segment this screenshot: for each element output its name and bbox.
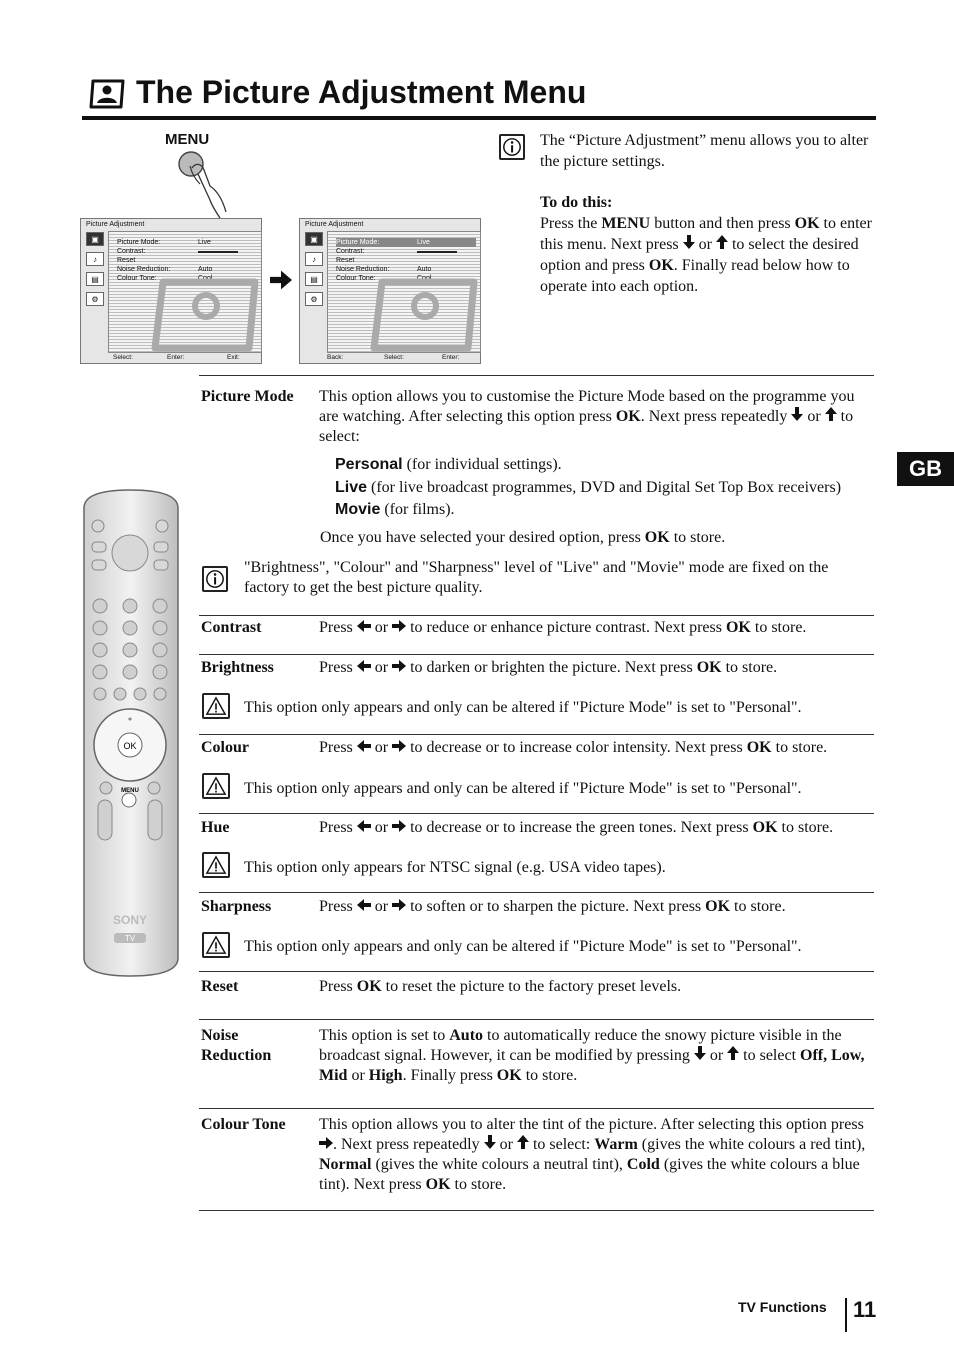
colour-note: This option only appears and only can be altered if "Picture Mode" is set to "Personal". bbox=[244, 780, 802, 797]
arrow-up-icon bbox=[825, 407, 837, 421]
title-bar bbox=[82, 72, 876, 120]
osd-tabs bbox=[86, 232, 106, 312]
brightness-label: Brightness bbox=[201, 659, 274, 676]
picture-mode-store: Once you have selected your desired option, press OK to store. bbox=[320, 529, 726, 546]
arrow-right-icon bbox=[392, 899, 406, 911]
arrow-up-icon bbox=[727, 1046, 739, 1060]
divider bbox=[199, 734, 874, 735]
intro-text bbox=[540, 130, 876, 297]
osd-row: Noise Reduction: Auto bbox=[117, 266, 213, 273]
colour-label: Colour bbox=[201, 739, 249, 756]
arrow-down-icon bbox=[484, 1135, 496, 1149]
hue-note: This option only appears for NTSC signal (e.g. USA video tapes). bbox=[244, 859, 666, 876]
footer-divider bbox=[845, 1298, 847, 1332]
warning-icon bbox=[202, 773, 230, 799]
remote-brand: SONY bbox=[112, 913, 148, 927]
divider bbox=[199, 892, 874, 893]
reset-desc: Press OK to reset the picture to the factory preset levels. bbox=[319, 978, 682, 995]
arrow-up-icon bbox=[716, 235, 728, 249]
contrast-label: Contrast bbox=[201, 619, 262, 636]
picture-mode-note: "Brightness", "Colour" and "Sharpness" level of "Live" and "Movie" mode are fixed on the factory to get the best picture quality. bbox=[244, 559, 829, 596]
picture-tab-icon: ▣ bbox=[305, 232, 323, 246]
finger-press-icon bbox=[176, 150, 236, 220]
page-title: The Picture Adjustment Menu bbox=[136, 74, 587, 110]
osd-row: Colour Tone: Cool bbox=[336, 275, 432, 282]
info-icon bbox=[202, 566, 228, 592]
divider bbox=[199, 971, 874, 972]
noise-reduction-label: Noise Reduction bbox=[201, 1027, 272, 1064]
arrow-right-icon bbox=[270, 270, 292, 290]
divider bbox=[199, 1108, 874, 1109]
arrow-up-icon bbox=[517, 1135, 529, 1149]
osd-tabs bbox=[305, 232, 325, 312]
osd-row: Picture Mode: Live bbox=[117, 239, 211, 246]
todo-instructions: Press the MENU button and then press OK to enter this menu. Next press or to select the desired option and press OK. Finally read below how to operate into each option. bbox=[540, 215, 872, 295]
colour-tone-desc: This option allows you to alter the tint of the picture. After selecting this option press . Next press repeatedly or to select: Warm (gives the white colours a red tint), Normal (gives the white colours a neutral tint), Cold (gives the white colours a blue tint). Next press OK to store. bbox=[319, 1116, 866, 1193]
osd-row: Reset bbox=[117, 257, 136, 264]
picture-tab-icon: ▣ bbox=[86, 232, 104, 246]
divider bbox=[199, 1019, 874, 1020]
osd-header: Picture Adjustment bbox=[305, 221, 364, 228]
sharpness-desc: Press or to soften or to sharpen the picture. Next press OK to store. bbox=[319, 898, 786, 915]
watermark-picture-icon bbox=[370, 276, 480, 352]
osd-row: Reset bbox=[336, 257, 355, 264]
warning-icon bbox=[202, 852, 230, 878]
intro-info: The “Picture Adjustment” menu allows you to alter the picture settings. bbox=[540, 132, 869, 170]
arrow-right-icon bbox=[319, 1137, 333, 1149]
reset-label: Reset bbox=[201, 978, 239, 995]
osd-screen-selected bbox=[299, 218, 481, 364]
hue-label: Hue bbox=[201, 819, 230, 836]
arrow-left-icon bbox=[357, 660, 371, 672]
picture-mode-label: Picture Mode bbox=[201, 388, 294, 405]
hue-desc: Press or to decrease or to increase the green tones. Next press OK to store. bbox=[319, 819, 834, 836]
divider bbox=[199, 1210, 874, 1211]
noise-reduction-desc: This option is set to Auto to automatically reduce the snowy picture visible in the broadcast signal. However, it can be modified by pressing or to select Off, Low, Mid or High. Finally press OK to store. bbox=[319, 1027, 865, 1084]
page-number: 11 bbox=[853, 1297, 877, 1322]
todo-title: To do this: bbox=[540, 194, 613, 211]
osd-footer-back: Back: bbox=[327, 354, 344, 361]
sound-tab-icon: ♪ bbox=[86, 252, 104, 266]
arrow-right-icon bbox=[392, 740, 406, 752]
picture-mode-options bbox=[335, 454, 880, 522]
brightness-note: This option only appears and only can be altered if "Picture Mode" is set to "Personal". bbox=[244, 699, 802, 716]
osd-row: Colour Tone: Cool bbox=[117, 275, 213, 282]
colour-tone-label: Colour Tone bbox=[201, 1116, 286, 1133]
sharpness-label: Sharpness bbox=[201, 898, 272, 915]
watermark-picture-icon bbox=[151, 276, 261, 352]
colour-desc: Press or to decrease or to increase color intensity. Next press OK to store. bbox=[319, 739, 828, 756]
remote-menu-label: MENU bbox=[121, 788, 139, 794]
sharpness-note: This option only appears and only can be altered if "Picture Mode" is set to "Personal". bbox=[244, 938, 802, 955]
warning-icon bbox=[202, 932, 230, 958]
language-tab: GB bbox=[897, 452, 954, 486]
contrast-desc: Press or to reduce or enhance picture contrast. Next press OK to store. bbox=[319, 619, 807, 636]
picture-mode-desc: This option allows you to customise the Picture Mode based on the programme you are watching. After selecting this option press OK. Next press repeatedly or to select: bbox=[319, 388, 855, 445]
arrow-left-icon bbox=[357, 740, 371, 752]
arrow-right-icon bbox=[392, 820, 406, 832]
arrow-left-icon bbox=[357, 620, 371, 632]
divider bbox=[199, 813, 874, 814]
osd-screen-main bbox=[80, 218, 262, 364]
osd-footer-enter: Enter: bbox=[442, 354, 460, 361]
arrow-down-icon bbox=[694, 1046, 706, 1060]
remote-tv-label: TV bbox=[124, 934, 136, 943]
footer-section-title: TV Functions bbox=[738, 1299, 827, 1315]
osd-header: Picture Adjustment bbox=[86, 221, 145, 228]
osd-footer-enter: Enter: bbox=[167, 354, 185, 361]
osd-footer-exit: Exit: bbox=[227, 354, 240, 361]
arrow-down-icon bbox=[683, 235, 695, 249]
osd-footer-select: Select: bbox=[113, 354, 133, 361]
osd-row-selected: Picture Mode: Live bbox=[336, 238, 476, 247]
features-tab-icon: ▤ bbox=[305, 272, 323, 286]
arrow-left-icon bbox=[357, 899, 371, 911]
setup-tab-icon: ⚙ bbox=[305, 292, 323, 306]
osd-panel bbox=[108, 231, 262, 353]
divider bbox=[199, 375, 874, 376]
mode-live: Live (for live broadcast programmes, DVD and Digital Set Top Box receivers) bbox=[335, 478, 842, 496]
arrow-right-icon bbox=[392, 660, 406, 672]
osd-row: Noise Reduction: Auto bbox=[336, 266, 432, 273]
warning-icon bbox=[202, 693, 230, 719]
sound-tab-icon: ♪ bbox=[305, 252, 323, 266]
arrow-right-icon bbox=[392, 620, 406, 632]
setup-tab-icon: ⚙ bbox=[86, 292, 104, 306]
menu-button-label: MENU bbox=[165, 131, 210, 148]
osd-row: Contrast: bbox=[336, 247, 476, 256]
osd-panel bbox=[327, 231, 481, 353]
arrow-down-icon bbox=[791, 407, 803, 421]
remote-control-illustration bbox=[80, 488, 182, 978]
brightness-desc: Press or to darken or brighten the picture. Next press OK to store. bbox=[319, 659, 778, 676]
remote-ok-label: OK bbox=[123, 741, 137, 751]
picture-icon bbox=[87, 78, 127, 110]
features-tab-icon: ▤ bbox=[86, 272, 104, 286]
divider bbox=[199, 615, 874, 616]
osd-footer-select: Select: bbox=[384, 354, 404, 361]
osd-row: Contrast: bbox=[117, 247, 257, 256]
info-icon bbox=[499, 134, 525, 160]
mode-movie: Movie (for films). bbox=[335, 501, 455, 518]
arrow-left-icon bbox=[357, 820, 371, 832]
divider bbox=[199, 654, 874, 655]
mode-personal: Personal (for individual settings). bbox=[335, 456, 562, 473]
svg-text:⁺: ⁺ bbox=[127, 716, 133, 727]
